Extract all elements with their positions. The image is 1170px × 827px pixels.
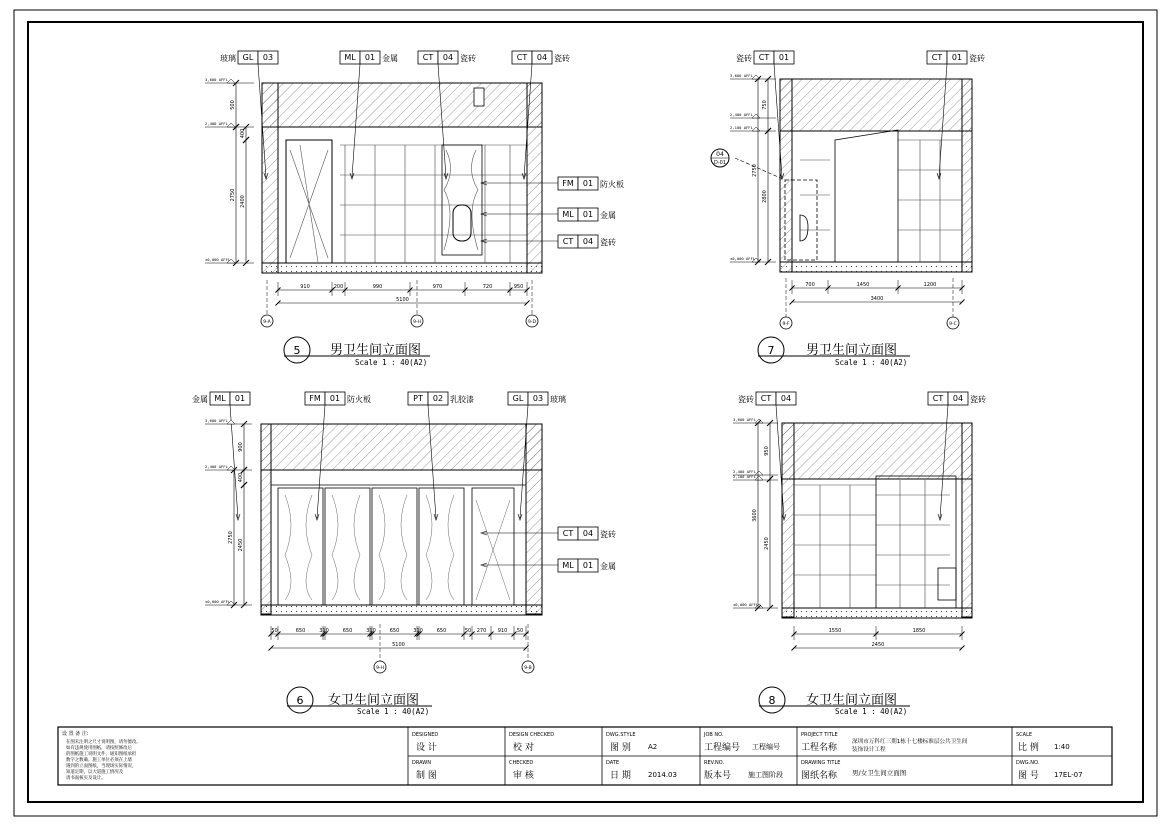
- horizontal-dimension: 50: [271, 628, 278, 634]
- material-tag: [481, 177, 624, 190]
- project-value-2: 装饰设计工程: [852, 747, 886, 753]
- tag-suffix: 瓷砖: [600, 530, 616, 539]
- tag-number: 04: [536, 53, 548, 62]
- horizontal-dimension: 50: [464, 628, 472, 634]
- tag-number: 02: [432, 394, 444, 403]
- axis-label: 9-F: [782, 322, 790, 327]
- drawing-number: 5: [293, 344, 301, 357]
- tag-suffix: 防火板: [600, 180, 624, 189]
- tag-number: 03: [532, 394, 544, 403]
- tag-code: CT: [758, 53, 770, 62]
- date-label: DATE: [606, 760, 620, 766]
- title-block: [58, 727, 1112, 785]
- tag-suffix: 瓷砖: [970, 395, 986, 404]
- style-label: DWG.STYLE: [606, 732, 636, 738]
- total-dimension: 2450: [871, 642, 885, 648]
- horizontal-dimension: 650: [342, 628, 353, 634]
- date-value: 2014.03: [648, 771, 677, 779]
- material-tag: [481, 235, 616, 248]
- axis-label: 9-A: [263, 320, 271, 325]
- vertical-dimension: 900: [238, 442, 244, 452]
- tag-code: ML: [562, 561, 574, 570]
- detail-callout-num: 04: [716, 151, 724, 158]
- tag-code: CT: [932, 394, 944, 403]
- vertical-dimension: 2450: [238, 538, 244, 552]
- tag-number: 04: [582, 237, 594, 246]
- tag-code: CT: [516, 53, 528, 62]
- horizontal-dimension: 1850: [912, 628, 926, 634]
- note-line: 的图纸施工说明文件，通知图纸承担: [66, 752, 137, 757]
- floor-slab: [782, 608, 972, 618]
- horizontal-dimension: 50: [516, 628, 524, 634]
- horizontal-dimension: 200: [333, 284, 344, 290]
- tag-suffix: 瓷砖: [969, 54, 985, 63]
- horizontal-dimension: 910: [300, 284, 310, 290]
- floor-slab: [780, 262, 972, 272]
- rev-name: 版本号: [704, 771, 732, 781]
- total-dimension: 3400: [870, 296, 884, 302]
- approved-value: 审 核: [513, 771, 534, 781]
- horizontal-dimension: 1550: [828, 628, 842, 634]
- tag-number: 04: [952, 394, 964, 403]
- scale-label: SCALE: [1016, 732, 1033, 738]
- drawing-title: 女卫生间立面图: [806, 693, 898, 708]
- drawing-scale: Scale 1 : 40(A2): [835, 707, 908, 716]
- level-marker: 3,600 AFFL: [730, 73, 753, 78]
- tag-code: ML: [214, 394, 226, 403]
- axis-label: 9-B: [524, 666, 532, 671]
- tag-prefix: 玻璃: [220, 54, 236, 63]
- horizontal-dimension: 650: [295, 628, 306, 634]
- drawing-name: 图纸名称: [801, 771, 838, 781]
- total-dimension: 5100: [396, 297, 409, 303]
- axis-label: 9-D: [528, 320, 536, 325]
- scale-name: 比 例: [1018, 743, 1039, 753]
- right-wall: [527, 83, 542, 273]
- level-marker: 2,400 AFFL: [730, 112, 753, 117]
- tag-number: 01: [951, 53, 963, 62]
- tag-number: 04: [442, 53, 454, 62]
- tag-number: 01: [364, 53, 376, 62]
- tag-prefix: 金属: [192, 395, 208, 404]
- style-name: 图 别: [610, 743, 631, 753]
- job-value: 工程编号: [752, 743, 780, 751]
- designed-value: 设 计: [416, 743, 437, 753]
- level-marker: ±0,000 AFFL: [733, 602, 759, 607]
- style-value: A2: [648, 743, 658, 751]
- right-wall: [526, 424, 542, 614]
- dwgno-value: 17EL-07: [1054, 771, 1083, 779]
- note-line: 在图未注明之尺寸说明图，请勿擅改。: [66, 740, 141, 745]
- horizontal-dimension: 650: [389, 628, 400, 634]
- project-name: 工程名称: [801, 743, 838, 753]
- level-marker: ±0,000 AFFL: [205, 599, 231, 604]
- rev-label: REV.NO.: [704, 760, 725, 766]
- tag-number: 03: [262, 53, 274, 62]
- drawing-title: 男卫生间立面图: [806, 343, 898, 358]
- material-tag: [192, 392, 250, 520]
- tag-code: CT: [931, 53, 943, 62]
- tag-code: ML: [562, 210, 574, 219]
- right-wall: [962, 423, 972, 617]
- tag-code: CT: [760, 394, 772, 403]
- drawing-number: 8: [768, 694, 776, 707]
- floor-slab: [261, 605, 542, 615]
- drawing-scale: Scale 1 : 40(A2): [835, 358, 908, 367]
- tag-number: 04: [582, 529, 594, 538]
- horizontal-dimension: 910: [497, 628, 508, 634]
- outer-border: [14, 10, 1157, 816]
- vertical-dimension: 2800: [762, 190, 768, 203]
- drawing-number: 6: [296, 694, 304, 707]
- horizontal-dimension: 310: [319, 628, 329, 634]
- tag-prefix: 瓷砖: [738, 395, 754, 404]
- tag-suffix: 金属: [600, 562, 616, 571]
- level-marker: 2,400 AFFL: [205, 464, 228, 469]
- material-tag: [481, 208, 616, 221]
- level-marker: ±0,000 AFFL: [730, 256, 756, 261]
- tag-number: 01: [582, 561, 594, 570]
- floor-slab: [262, 263, 542, 273]
- scale-value: 1:40: [1054, 743, 1070, 751]
- ceiling-hatch: [262, 83, 542, 127]
- drawing-value: 男/女卫生间立面图: [852, 769, 907, 777]
- level-marker: ±0,000 AFFL: [205, 257, 231, 262]
- tag-suffix: 乳胶漆: [450, 395, 474, 404]
- vertical-dimension: 500: [230, 100, 236, 110]
- ceiling-hatch: [780, 79, 972, 131]
- vertical-dimension: 2450: [764, 537, 770, 550]
- drawing-number: 7: [767, 344, 775, 357]
- tag-number: 01: [582, 179, 594, 188]
- vertical-dimension: 2750: [228, 531, 234, 544]
- tag-prefix: 瓷砖: [736, 54, 752, 63]
- horizontal-dimension: 650: [436, 628, 447, 634]
- material-tag: [481, 559, 616, 572]
- horizontal-dimension: 970: [432, 284, 443, 290]
- job-name: 工程编号: [704, 743, 741, 753]
- tag-code: CT: [562, 529, 574, 538]
- horizontal-dimension: 700: [805, 282, 815, 288]
- tag-number: 01: [582, 210, 594, 219]
- approved-label: CHECKED: [509, 760, 534, 766]
- drawing-title: 女卫生间立面图: [328, 693, 420, 708]
- level-marker: 2,100 AFFL: [730, 125, 753, 130]
- tag-suffix: 瓷砖: [460, 54, 476, 63]
- tag-suffix: 金属: [382, 54, 398, 63]
- note-line: 请书面核实及设计。: [66, 776, 106, 781]
- drawing-label: DRAWING TITLE: [801, 760, 841, 766]
- left-wall: [262, 83, 278, 273]
- level-marker: 2,400 AFFL: [205, 121, 228, 126]
- rev-value: 施工图阶段: [748, 771, 783, 779]
- drawn-value: 制 图: [416, 771, 437, 781]
- checked-label: DESIGN CHECKED: [509, 732, 555, 738]
- vertical-dimension: 2750: [230, 188, 236, 202]
- elevation-7: [711, 79, 972, 272]
- note-line: 知道定期，以大道施工情况及: [66, 770, 124, 775]
- note-line: 如有违规使用图纸，请按照修改后: [66, 746, 132, 751]
- horizontal-dimension: 950: [513, 284, 524, 290]
- dwgno-name: 图 号: [1018, 771, 1039, 781]
- elevation-6: [261, 424, 542, 615]
- horizontal-dimension: 310: [366, 628, 376, 634]
- elevation-8: [782, 423, 972, 618]
- vertical-dimension: 3600: [752, 509, 758, 522]
- job-label: JOB NO.: [704, 732, 724, 738]
- left-wall: [261, 424, 271, 614]
- vertical-dimension: 750: [762, 100, 768, 110]
- horizontal-dimension: 1450: [856, 282, 870, 288]
- tag-code: ML: [344, 53, 356, 62]
- cubicle-doors: [278, 488, 514, 605]
- dwgno-label: DWG.NO.: [1016, 760, 1040, 766]
- tag-number: 01: [329, 394, 341, 403]
- vertical-dimension: 2400: [240, 195, 246, 208]
- tag-code: FM: [562, 179, 574, 188]
- project-label: PROJECT TITLE: [801, 732, 838, 738]
- tag-number: 01: [234, 394, 246, 403]
- project-value: 深圳市万科红三期1栋十七楼标准层公共卫生间: [852, 739, 968, 745]
- axis-label: 9-H: [376, 666, 384, 671]
- tag-suffix: 瓷砖: [554, 54, 570, 63]
- level-marker: 2,400 AFFL: [733, 469, 756, 474]
- inner-border: [28, 22, 1143, 802]
- note-line: 数字之数确。施工单位必须在上墙: [66, 758, 132, 763]
- tag-number: 01: [778, 53, 790, 62]
- right-wall: [962, 79, 972, 272]
- drawing-title: 男卫生间立面图: [330, 343, 422, 358]
- tag-suffix: 瓷砖: [600, 238, 616, 247]
- tag-code: GL: [242, 53, 254, 62]
- tag-code: CT: [422, 53, 434, 62]
- total-dimension: 5100: [392, 642, 405, 648]
- vertical-dimension: 400: [238, 472, 244, 483]
- detail-callout-ref: D-01: [713, 160, 727, 166]
- level-marker: 3,600 AFFL: [733, 417, 756, 422]
- horizontal-dimension: 310: [413, 628, 423, 634]
- designed-label: DESIGNED: [412, 732, 439, 738]
- horizontal-dimension: 270: [476, 628, 487, 634]
- checked-value: 校 对: [513, 743, 534, 753]
- axis-label: 9-C: [949, 322, 957, 327]
- tag-suffix: 金属: [600, 211, 616, 220]
- horizontal-dimension: 720: [482, 284, 493, 290]
- date-name: 日 期: [610, 771, 631, 781]
- tag-suffix: 防火板: [347, 395, 371, 404]
- tag-number: 04: [780, 394, 792, 403]
- drawing-scale: Scale 1 : 40(A2): [357, 707, 430, 716]
- drawn-label: DRAWN: [412, 760, 431, 766]
- horizontal-dimension: 990: [372, 284, 383, 290]
- tag-code: FM: [309, 394, 321, 403]
- tag-code: GL: [512, 394, 524, 403]
- drawing-scale: Scale 1 : 40(A2): [355, 358, 428, 367]
- level-marker: 3,600 AFFL: [205, 77, 228, 82]
- note-line: 遇到的立面图纸，当现场实际情况，: [66, 764, 137, 769]
- tag-suffix: 玻璃: [550, 395, 566, 404]
- vertical-dimension: 950: [764, 446, 770, 456]
- horizontal-dimension: 1200: [923, 282, 937, 288]
- axis-label: 9-H: [413, 320, 421, 325]
- ceiling-hatch: [261, 424, 542, 470]
- vertical-dimension: 2750: [752, 164, 758, 177]
- notes-title: 设 置 备 注:: [62, 731, 89, 737]
- tag-code: CT: [562, 237, 574, 246]
- tag-code: PT: [413, 394, 423, 403]
- level-marker: 3,600 AFFL: [205, 418, 228, 423]
- material-tag: [481, 527, 616, 540]
- vertical-dimension: 400: [240, 128, 246, 139]
- level-marker: 2,100 AFFL: [733, 474, 756, 479]
- elevation-5: [262, 83, 542, 273]
